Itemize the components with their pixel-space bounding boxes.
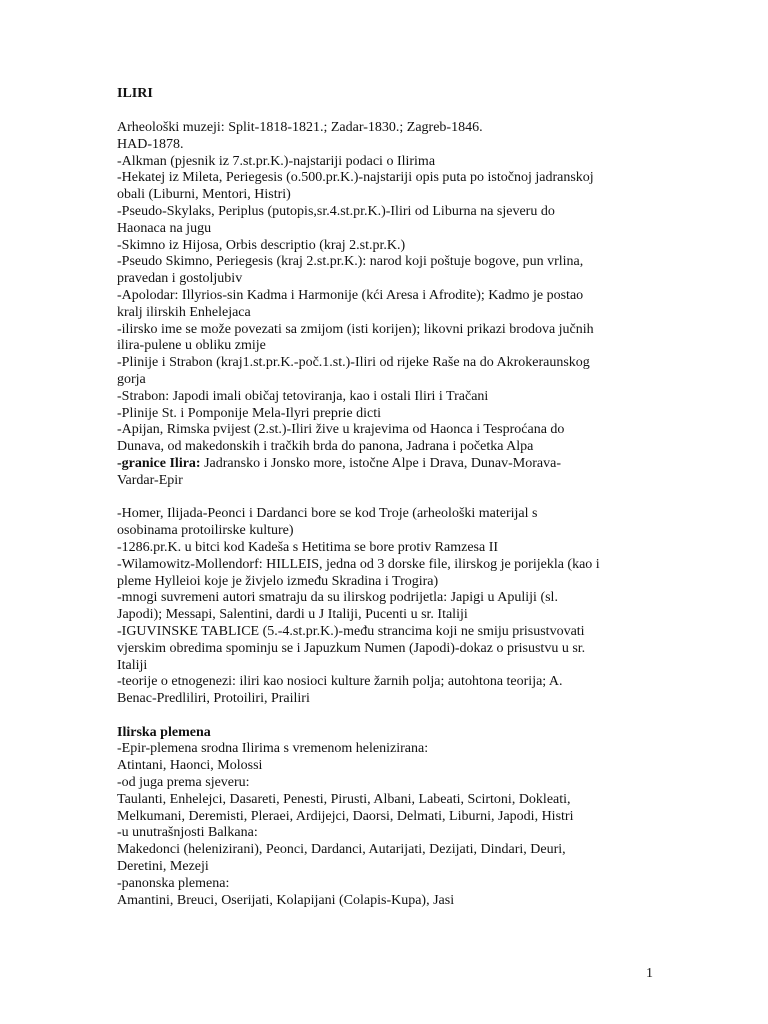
text-line: -mnogi suvremeni autori smatraju da su ilirskog podrijetla: Japigi u Apuliji (sl. [117, 590, 558, 606]
text-line: obali (Liburni, Mentori, Histri) [117, 187, 291, 203]
text-line: -IGUVINSKE TABLICE (5.-4.st.pr.K.)-među strancima koji ne smiju prisustvovati [117, 623, 585, 639]
text-line [117, 456, 757, 473]
text-line: -Epir-plemena srodna Ilirima s vremenom helenizirana: [117, 741, 429, 757]
text-line: pravedan i gostoljubiv [117, 271, 243, 287]
text-line: Atintani, Haonci, Molossi [117, 758, 263, 774]
text-line: -Hekatej iz Mileta, Periegesis (o.500.pr.K.)-najstariji opis puta po istočnoj jadranskoj [117, 170, 594, 186]
text-line: -Plinije i Strabon (kraj1.st.pr.K.-poč.1.st.)-Iliri od rijeke Raše na do Akrokeraunskog [117, 355, 590, 371]
text-line: Italiji [117, 657, 148, 673]
text-line: -teorije o etnogenezi: iliri kao nosioci kulture žarnih polja; autohtona teorija; A. [117, 674, 563, 690]
text-line: pleme Hylleioi koje je živjelo između Skradina i Trogira) [117, 573, 439, 589]
text-line: -panonska plemena: [117, 875, 230, 891]
text-line: Dunava, od makedonskih i tračkih brda do panona, Jadrana i početka Alpa [117, 439, 534, 455]
text-line: -u unutrašnjosti Balkana: [117, 825, 258, 841]
line-text: Jadransko i Jonsko more, istočne Alpe i Drava, Dunav-Morava- [200, 455, 562, 471]
text-line: Japodi); Messapi, Salentini, dardi u J Italiji, Pucenti u sr. Italiji [117, 607, 468, 623]
text-line: osobinama protoilirske kulture) [117, 523, 294, 539]
text-line: -Apolodar: Illyrios-sin Kadma i Harmonije (kći Aresa i Afrodite); Kadmo je postao [117, 287, 584, 303]
text-line: -od juga prema sjeveru: [117, 775, 250, 791]
text-line: -Homer, Ilijada-Peonci i Dardanci bore se kod Troje (arheološki materijal s [117, 506, 538, 522]
blank-line [117, 490, 757, 507]
text-line: -Pseudo Skimno, Periegesis (kraj 2.st.pr.K.): narod koji poštuje bogove, pun vrlina, [117, 254, 584, 270]
text-line: Vardar-Epir [117, 472, 183, 488]
bold-label: -granice Ilira: [117, 455, 201, 471]
text-line: Makedonci (helenizirani), Peonci, Dardanci, Autarijati, Dezijati, Dindari, Deuri, [117, 842, 566, 858]
text-line: -1286.pr.K. u bitci kod Kadeša s Hetitima se bore protiv Ramzesa II [117, 539, 499, 555]
page-number: 1 [646, 966, 653, 981]
title-spacing [117, 103, 757, 120]
text-line: -Alkman (pjesnik iz 7.st.pr.K.)-najstariji podaci o Ilirima [117, 153, 436, 169]
text-line: Haonaca na jugu [117, 220, 212, 236]
text-line: HAD-1878. [117, 136, 184, 152]
text-line: -Wilamowitz-Mollendorf: HILLEIS, jedna od 3 dorske file, ilirskog je porijekla (kao i [117, 556, 600, 572]
text-line: Melkumani, Deremisti, Pleraei, Ardijejci, Daorsi, Delmati, Liburni, Japodi, Histri [117, 808, 574, 824]
text-line: Taulanti, Enhelejci, Dasareti, Penesti, Pirusti, Albani, Labeati, Scirtoni, Dokleati, [117, 791, 571, 807]
text-line: vjerskim obredima spominju se i Japuzkum Numen (Japodi)-dokaz o prisustvu u sr. [117, 640, 586, 656]
text-line: Arheološki muzeji: Split-1818-1821.; Zadar-1830.; Zagreb-1846. [117, 120, 483, 135]
text-lines [117, 120, 757, 909]
blank-line [117, 708, 757, 725]
text-line: kralj ilirskih Enhelejaca [117, 304, 251, 320]
document-body [117, 86, 757, 909]
text-line: -Apijan, Rimska pvijest (2.st.)-Iliri žive u krajevima od Haonca i Tesproćana do [117, 422, 565, 438]
text-line: -ilirsko ime se može povezati sa zmijom (isti korijen); likovni prikazi brodova jučnih [117, 321, 594, 337]
text-line: gorja [117, 371, 146, 387]
text-line: Amantini, Breuci, Oserijati, Kolapijani (Colapis-Kupa), Jasi [117, 892, 455, 908]
text-line: Deretini, Mezeji [117, 859, 209, 875]
text-line: Benac-Predliliri, Protoiliri, Prailiri [117, 691, 310, 707]
section-heading: Ilirska plemena [117, 724, 211, 740]
text-line: -Strabon: Japodi imali običaj tetoviranja, kao i ostali Iliri i Tračani [117, 388, 489, 404]
document-title: ILIRI [117, 86, 153, 101]
text-line: ilira-pulene u obliku zmije [117, 338, 266, 354]
text-line: -Pseudo-Skylaks, Periplus (putopis,sr.4.st.pr.K.)-Iliri od Liburna na sjeveru do [117, 203, 555, 219]
text-line: -Skimno iz Hijosa, Orbis descriptio (kraj 2.st.pr.K.) [117, 237, 406, 253]
text-line: -Plinije St. i Pomponije Mela-Ilyri preprie dicti [117, 405, 382, 421]
